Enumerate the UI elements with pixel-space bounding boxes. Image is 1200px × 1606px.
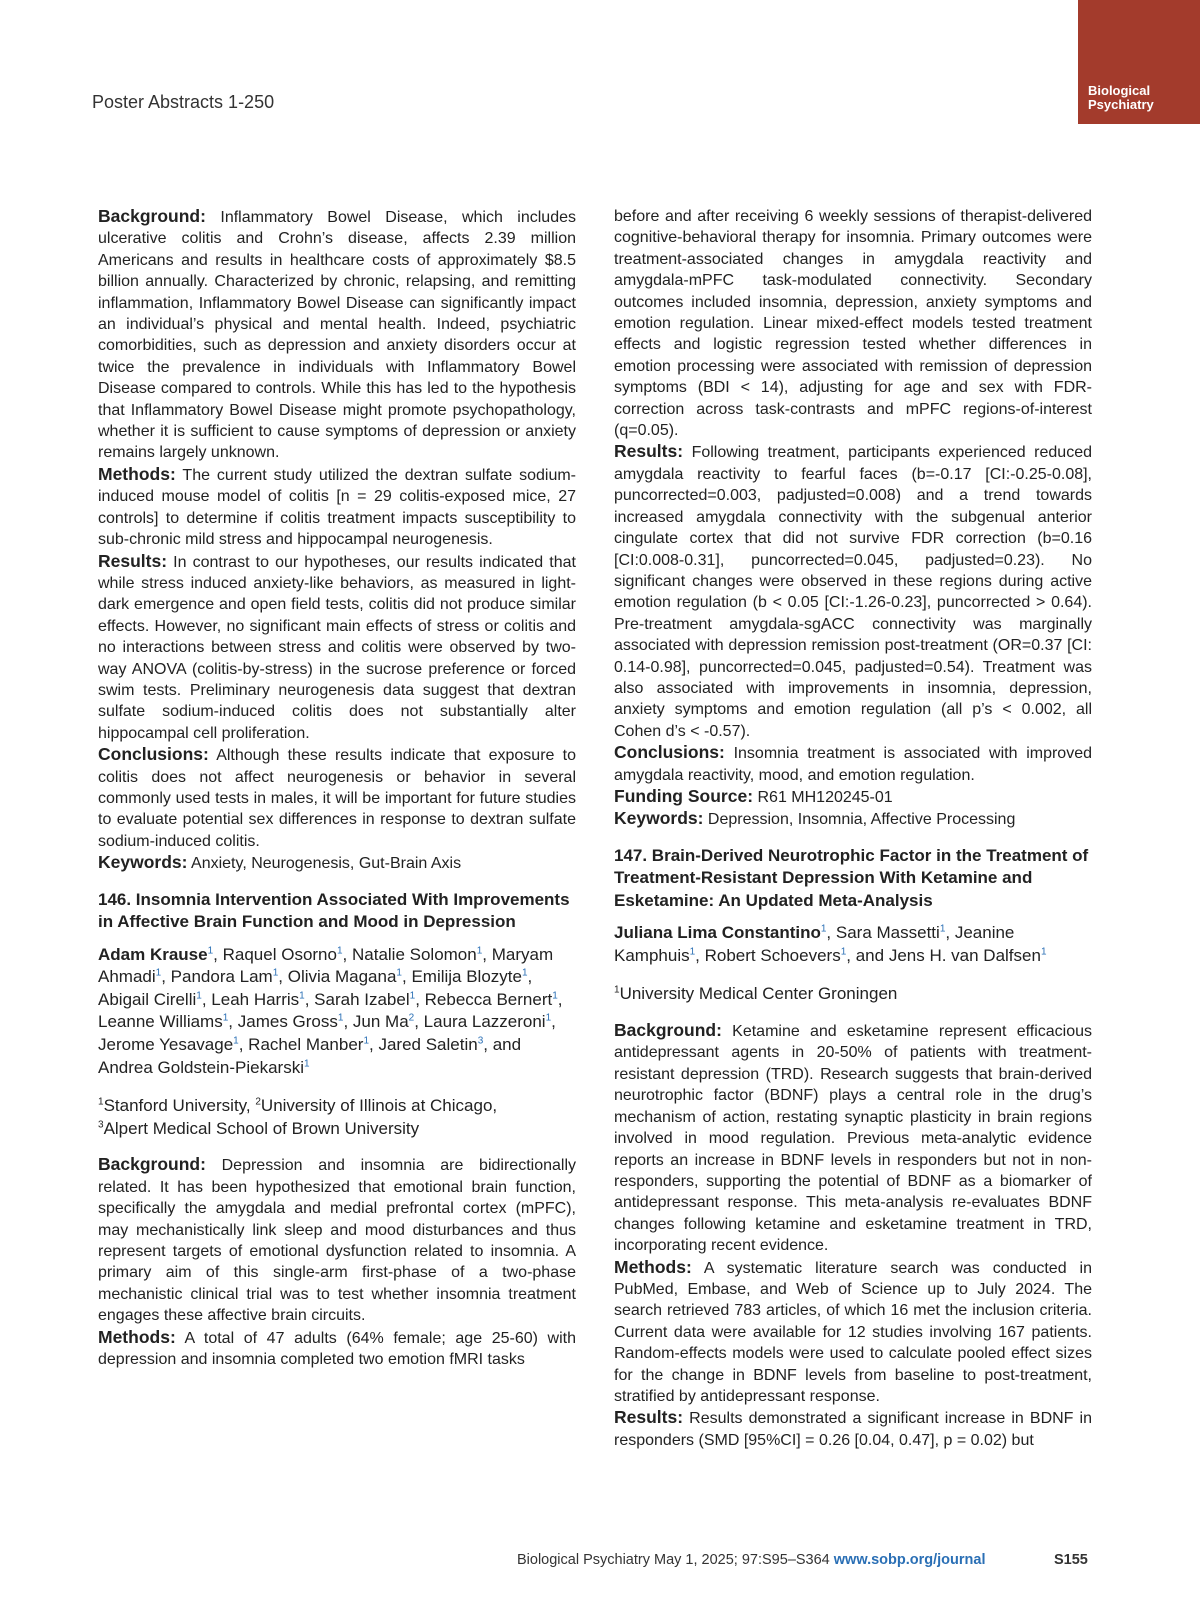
affiliation-marker: 1 xyxy=(207,944,214,956)
author-name: Adam Krause xyxy=(98,944,208,964)
abstract-147-affiliations xyxy=(614,983,1092,1006)
journal-url-link[interactable]: www.sobp.org/journal xyxy=(833,1552,986,1568)
abstract-146-methods-cont: before and after receiving 6 weekly sessions of therapist-delivered cognitive-behavioral therapy for insomnia. Primary outcomes were treatment-associated changes in amygdala reactivity and amygdala-mPFC task-modulated connectivity. Secondary outcomes included insomnia, depression, anxiety symptoms and emotion regulation. Linear mixed-effect models tested treatment effects and logistic regression tested whether differences in emotion processing were associated with remission of depression symptoms (BDI < 14), adjusting for age and sex with FDR-correction across task-contrasts and mPFC regions-of-interest (q=0.05). xyxy=(614,208,1092,440)
author-separator: , xyxy=(414,1012,424,1032)
author-name: Abigail Cirelli xyxy=(98,989,197,1009)
author xyxy=(98,990,211,1009)
abstract-146-keywords: Keywords: Depression, Insomnia, Affective Processing xyxy=(614,808,1016,829)
journal-name: Biological Psychiatry xyxy=(1088,83,1154,112)
author-name: Jerome Yesavage xyxy=(98,1034,234,1054)
journal-tab xyxy=(1078,0,1200,124)
affiliation-marker: 1 xyxy=(303,1057,310,1069)
affiliation-number: 2 xyxy=(255,1096,261,1108)
affiliation-number: 1 xyxy=(98,1096,104,1108)
affiliation-marker: 1 xyxy=(820,923,827,935)
affiliation-marker: 1 xyxy=(233,1035,239,1047)
affiliation-marker: 1 xyxy=(196,990,202,1002)
affiliation-marker: 1 xyxy=(689,946,696,958)
affiliation-marker: 1 xyxy=(396,967,402,979)
author-name: James Gross xyxy=(237,1012,338,1032)
prev-results: Results: In contrast to our hypotheses, our results indicated that while stress induced anxiety-like behaviors, as measured in light-dark emergence and open field tests, colitis did not produce similar effects. However, no significant main effects of stress or colitis and no interactions between stress and colitis were observed by two-way ANOVA (colitis-by-stress) in the sucrose preference or forced swim tests. Preliminary neurogenesis data suggest that dextran sulfate sodium-induced colitis does not substantially alter hippocampal cell proliferation. xyxy=(98,550,576,742)
author xyxy=(353,1012,424,1031)
author-separator: , xyxy=(401,967,412,987)
author xyxy=(98,1035,248,1054)
abstract-147-authors xyxy=(614,922,1092,967)
author-separator: , and xyxy=(483,1034,522,1054)
author-name: Jens H. van Dalfsen xyxy=(888,945,1041,965)
author-separator: , and xyxy=(846,945,889,965)
affiliation-name: Alpert Medical School of Brown University xyxy=(103,1118,420,1138)
author-name: Rachel Manber xyxy=(248,1034,364,1054)
author-name: Maryam Ahmadi xyxy=(98,944,554,987)
author-separator: , xyxy=(551,1012,556,1032)
footer-citation: Biological Psychiatry May 1, 2025; 97:S95–S364 www.sobp.org/journal xyxy=(517,1552,986,1568)
author-separator: , xyxy=(527,967,533,987)
affiliation-marker: 1 xyxy=(552,990,558,1002)
author-name: Juliana Lima Constantino xyxy=(614,923,821,943)
author xyxy=(352,945,492,964)
author xyxy=(248,1035,378,1054)
author-name: Laura Lazzeroni xyxy=(423,1012,546,1032)
author xyxy=(238,1012,353,1031)
affiliation-marker: 1 xyxy=(222,1012,229,1024)
affiliation-name: Stanford University, xyxy=(103,1096,256,1116)
author xyxy=(836,923,955,942)
affiliation-marker: 1 xyxy=(337,1012,344,1024)
author-name: Sarah Izabel xyxy=(314,989,410,1009)
author-name: Pandora Lam xyxy=(170,967,273,987)
author-separator: , xyxy=(369,1034,379,1054)
affiliation-marker: 1 xyxy=(939,923,946,935)
prev-background: Background: Inflammatory Bowel Disease, which includes ulcerative colitis and Crohn’s disease, affects 2.39 million Americans and results in healthcare costs of approximately $8.5 billion annually. Characterized by chronic, relapsing, and remitting inflammation, Inflammatory Bowel Disease can significantly impact an individual’s physical and mental health. Indeed, psychiatric comorbidities, such as depression and anxiety disorders occur at twice the prevalence in individuals with Inflammatory Bowel Disease compared to controls. While this has led to the hypothesis that Inflammatory Bowel Disease might promote psychopathology, whether it is sufficient to cause symptoms of depression or anxiety remains largely unknown. xyxy=(98,206,576,462)
abstract-146-funding: Funding Source: R61 MH120245-01 xyxy=(614,785,893,806)
author-separator: , xyxy=(482,944,492,964)
abstract-147-title: 147. Brain-Derived Neurotrophic Factor in the Treatment of Treatment-Resistant Depression With Ketamine and Esketamine: An Updated Meta-Analysis xyxy=(614,845,1089,910)
affiliation-marker: 2 xyxy=(408,1012,415,1024)
author-separator: , xyxy=(201,989,212,1009)
author-name: Leanne Williams xyxy=(98,1012,223,1032)
affiliation-marker: 1 xyxy=(1040,946,1047,958)
author-separator: , xyxy=(945,923,955,943)
author xyxy=(424,1012,556,1031)
affiliation-marker: 1 xyxy=(272,967,279,979)
abstract-146-methods: Methods: A total of 47 adults (64% female; age 25-60) with depression and insomnia completed two emotion fMRI tasks xyxy=(98,1326,576,1368)
affiliation-marker: 1 xyxy=(363,1035,370,1047)
affiliation-marker: 1 xyxy=(409,990,416,1002)
affiliation-marker: 1 xyxy=(840,946,847,958)
author xyxy=(98,1012,238,1031)
author-name: Jared Saletin xyxy=(378,1034,478,1054)
author-name: Leah Harris xyxy=(211,989,300,1009)
abstract-146-affiliations xyxy=(98,1095,576,1140)
author-separator: , xyxy=(415,989,425,1009)
affiliation-marker: 1 xyxy=(336,944,343,956)
prev-methods: Methods: The current study utilized the dextran sulfate sodium-induced mouse model of colitis [n = 29 colitis-exposed mice, 27 controls] to determine if colitis treatment impacts susceptibility to sub-chronic mild stress and hippocampal neurogenesis. xyxy=(98,463,576,549)
affiliation-number: 1 xyxy=(614,984,620,996)
author xyxy=(98,1058,310,1077)
affiliation-marker: 1 xyxy=(299,990,305,1002)
affiliation-name: University Medical Center Groningen xyxy=(619,984,898,1004)
author-separator: , xyxy=(695,945,705,965)
author-name: Emilija Blozyte xyxy=(411,967,522,987)
affiliation-marker: 1 xyxy=(521,967,528,979)
author-name: Olivia Magana xyxy=(287,967,397,987)
affiliation-number: 3 xyxy=(98,1119,104,1131)
author-separator: , xyxy=(557,989,563,1009)
right-column xyxy=(614,206,1092,1451)
author-separator: , xyxy=(826,923,836,943)
author-separator: , xyxy=(228,1012,238,1032)
affiliation-marker: 3 xyxy=(477,1035,484,1047)
abstract-146-background: Background: Depression and insomnia are bidirectionally related. It has been hypothesized that emotional brain function, specifically the amygdala and medial prefrontal cortex (mPFC), may mechanistically link sleep and mood disturbances and thus represent targets of emotional dysfunction related to insomnia. A primary aim of this single-arm first-phase of a two-phase mechanistic clinical trial was to test whether insomnia treatment engages these affective brain circuits. xyxy=(98,1154,576,1325)
abstract-147-methods: Methods: A systematic literature search was conducted in PubMed, Embase, and Web of Science up to July 2024. The search retrieved 783 articles, of which 16 met the inclusion criteria. Current data were available for 12 studies involving 167 patients. Random-effects models were used to calculate pooled effect sizes for the change in BDNF levels from baseline to post-treatment, stratified by antidepressant response. xyxy=(614,1256,1092,1405)
author xyxy=(705,946,889,965)
abstract-146-authors xyxy=(98,944,576,1080)
author xyxy=(378,1035,521,1054)
author xyxy=(614,923,836,942)
author-name: Andrea Goldstein-Piekarski xyxy=(98,1057,304,1077)
author-separator: , xyxy=(161,967,171,987)
author-name: Robert Schoevers xyxy=(704,945,841,965)
author-name: Raquel Osorno xyxy=(222,944,337,964)
author xyxy=(288,967,412,986)
left-column xyxy=(98,206,576,1370)
author xyxy=(314,990,424,1009)
abstract-146-title: 146. Insomnia Intervention Associated With Improvements in Affective Brain Function and Mood in Depression xyxy=(98,889,570,932)
prev-keywords: Keywords: Anxiety, Neurogenesis, Gut-Brain Axis xyxy=(98,852,462,873)
author-separator: , xyxy=(213,944,223,964)
author-name: Natalie Solomon xyxy=(351,944,477,964)
author xyxy=(411,967,532,986)
author xyxy=(889,946,1047,965)
prev-conclusions: Conclusions: Although these results indicate that exposure to colitis does not affect neurogenesis or behavior in several commonly used tests in males, it will be important for future studies to evaluate potential sex differences in response to dextran sulfate sodium-induced colitis. xyxy=(98,744,577,850)
author-name: Jeanine Kamphuis xyxy=(614,923,1015,965)
author xyxy=(171,967,288,986)
author-name: Jun Ma xyxy=(352,1012,409,1032)
author-separator: , xyxy=(238,1034,249,1054)
affiliation-name: University of Illinois at Chicago, xyxy=(260,1096,498,1116)
author-separator: , xyxy=(342,944,352,964)
author-separator: , xyxy=(343,1012,353,1032)
author-name: Rebecca Bernert xyxy=(424,989,553,1009)
abstract-147-results: Results: Results demonstrated a significant increase in BDNF in responders (SMD [95%CI] = 0.26 [0.04, 0.47], p = 0.02) but xyxy=(614,1407,1092,1449)
affiliation-marker: 1 xyxy=(545,1012,552,1024)
abstract-146-results: Results: Following treatment, participants experienced reduced amygdala reactivity to fearful faces (b=-0.17 [CI:-0.25-0.08], puncorrected=0.003, padjusted=0.008) and a trend towards increased amygdala connectivity with the subgenual anterior cingulate cortex that did not survive FDR correction (b=0.16 [CI:0.008-0.31], puncorrected=0.045, padjusted=0.23). No significant changes were observed in these regions during active emotion regulation (b < 0.05 [CI:-1.26-0.23], puncorrected > 0.64). Pre-treatment amygdala-sgACC connectivity was marginally associated with depression remission post-treatment (OR=0.37 [CI: 0.14-0.98], puncorrected=0.045, padjusted=0.54). Treatment was also associated with improvements in insomnia, depression, anxiety symptoms and emotion regulation (all p’s < 0.002, all Cohen d’s < -0.57). xyxy=(614,441,1092,740)
running-header: Poster Abstracts 1-250 xyxy=(92,92,275,112)
author xyxy=(211,990,314,1009)
author-separator: , xyxy=(278,967,288,987)
author-separator: , xyxy=(304,989,315,1009)
affiliation-marker: 1 xyxy=(476,944,483,956)
author xyxy=(223,945,352,964)
affiliation-marker: 1 xyxy=(155,967,162,979)
author xyxy=(98,945,223,964)
author xyxy=(425,990,563,1009)
abstract-146-conclusions: Conclusions: Insomnia treatment is associated with improved amygdala reactivity, mood, and emotion regulation. xyxy=(614,742,1092,784)
author-name: Sara Massetti xyxy=(835,923,940,943)
abstract-147-background: Background: Ketamine and esketamine represent efficacious antidepressant agents in 20-50% of patients with treatment-resistant depression (TRD). Research suggests that brain-derived neurotrophic factor (BDNF) plays a central role in the drug’s mechanism of action, restating synaptic plasticity in brain regions involved in mood regulation. Previous meta-analytic evidence reports an increase in BDNF levels in responders but not in non-responders, supporting the potential of BDNF as a biomarker of antidepressant response. This meta-analysis re-evaluates BDNF changes following ketamine and esketamine treatment in TRD, incorporating recent evidence. xyxy=(614,1020,1092,1255)
page-number: S155 xyxy=(1054,1552,1088,1568)
